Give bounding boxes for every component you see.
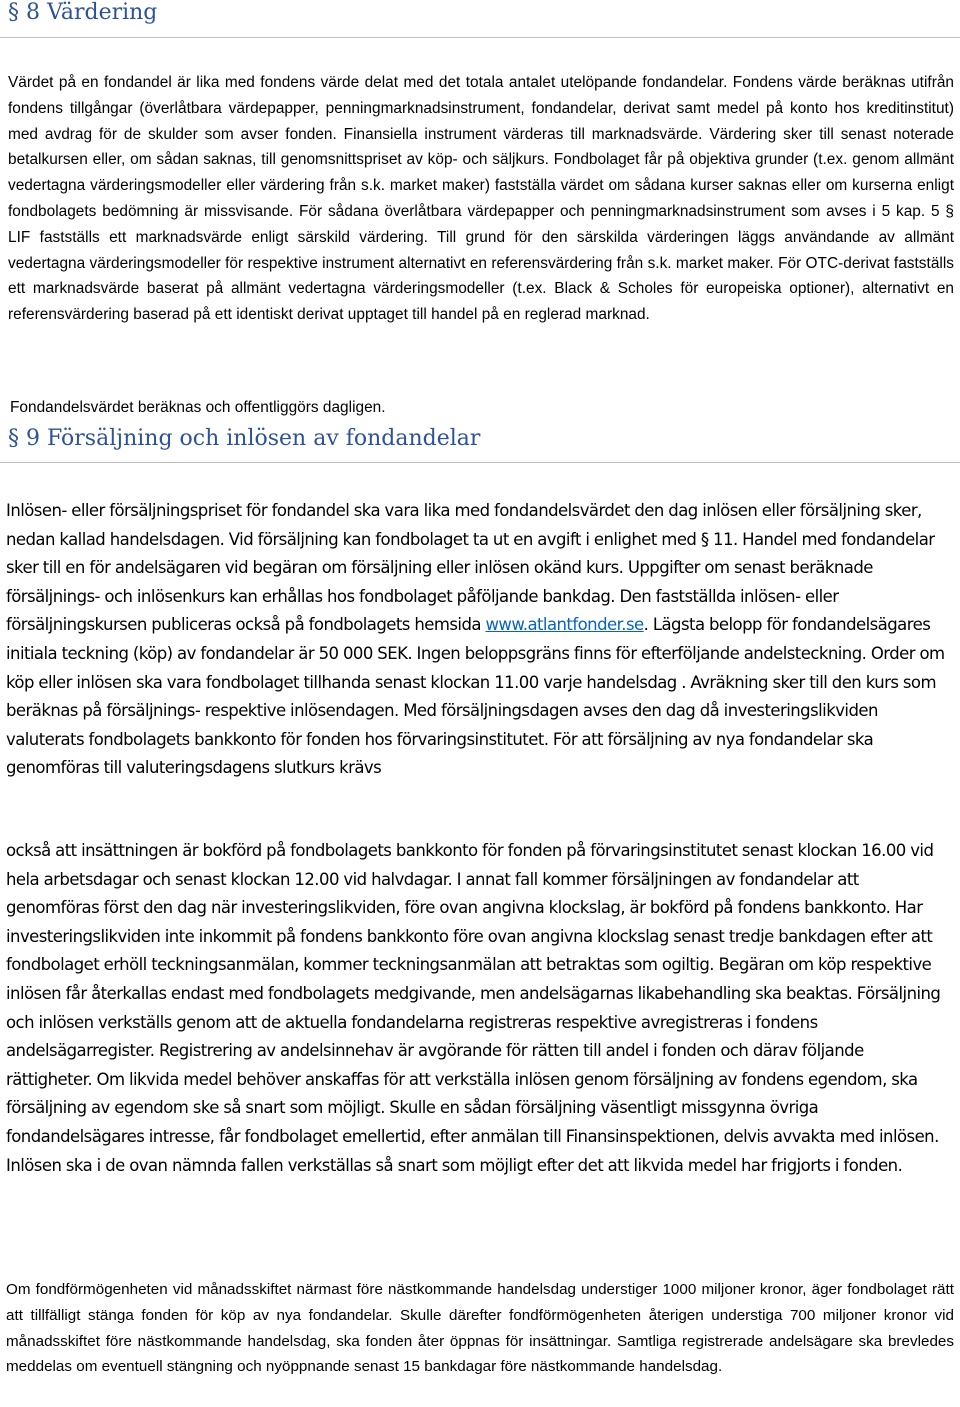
section-9-heading-rule bbox=[0, 462, 960, 463]
section-8-heading: § 8 Värdering bbox=[8, 0, 158, 25]
section-9-text-after-link: . Lägsta belopp för fondandelsägares initiala teckning (köp) av fondandelar är 50 000 SEK. Ingen beloppsgräns finns för efterföljande andelsteckning. Order om köp eller inlösen ska vara fondbolaget tillhanda senast klockan 11.00 varje handelsdag . Avräkning sker till den kurs som beräknas på försäljnings- respektive inlösendagen. Med försäljningsdagen avses den dag då investeringslikviden valuterats fondbolagets bankkonto för fonden hos förvaringsinstitutet. För att försäljning av nya fondandelar ska genomföras till valuteringsdagens slutkurs krävs bbox=[6, 615, 945, 778]
closing-paragraph: Om fondförmögenheten vid månadsskiftet närmast före nästkommande handelsdag understiger 1000 miljoner kronor, äger fondbolaget rätt att tillfälligt stänga fonden för köp av nya fondandelar. Skulle därefter fondförmögenheten återigen understiga 700 miljoner kronor vid månadsskiftet före nästkommande handelsdag, ska fonden åter öppnas för insättningar. Samtliga registrerade andelsägare ska brevledes meddelas om eventuell stängning och nyöppnande senast 15 bankdagar före nästkommande handelsdag. bbox=[6, 1281, 954, 1376]
section-8-paragraph: Värdet på en fondandel är lika med fondens värde delat med det totala antalet utelöpande fondandelar. Fondens värde beräknas utifrån fondens tillgångar (överlåtbara värdepapper, penningmarknadsinstrument, fondandelar, derivat samt medel på konto hos kreditinstitut) med avdrag för de skulder som avser fonden. Finansiella instrument värderas till marknadsvärde. Värdering sker till senast noterade betalkursen eller, om sådan saknas, till genomsnittspriset av köp- och säljkurs. Fondbolaget får på objektiva grunder (t.ex. genom allmänt vedertagna värderingsmodeller eller värdering från s.k. market maker) fastställa värdet om sådana kurser saknas eller om kurserna enligt fondbolagets bedömning är missvisande. För sådana överlåtbara värdepapper och penningmarknadsinstrument som avses i 5 kap. 5 § LIF fastställs ett marknadsvärde enligt särskild värdering. Till grund för den särskilda värderingen läggs användande av allmänt vedertagna värderingsmodeller för respektive instrument alternativt en referensvärdering från s.k. market maker. För OTC-derivat fastställs ett marknadsvärde baserat på allmänt vedertagna värderingsmodeller (t.ex. Black & Scholes för europeiska optioner), alternativt en referensvärdering baserad på ett identiskt derivat upptaget till handel på en reglerad marknad. bbox=[8, 74, 954, 324]
publication-note: Fondandelsvärdet beräknas och offentliggörs dagligen. bbox=[10, 399, 386, 416]
section-9-text-before-link: Inlösen- eller försäljningspriset för fondandel ska vara lika med fondandelsvärdet den dag inlösen eller försäljning sker, nedan kallad handelsdagen. Vid försäljning kan fondbolaget ta ut en avgift i enlighet med § 11. Handel med fondandelar sker till en för andelsägaren vid begäran om försäljning eller inlösen okänd kurs. Uppgifter om senast beräknade försäljnings- och inlösenkurs kan erhållas hos fondbolaget påföljande bankdag. Den fastställda inlösen- eller försäljningskursen publiceras också på fondbolagets hemsida bbox=[6, 501, 935, 635]
section-9-paragraph-continued: också att insättningen är bokförd på fondbolagets bankkonto för fonden på förvaringsinstitutet senast klockan 16.00 vid hela arbetsdagar och senast klockan 12.00 vid halvdagar. I annat fall kommer försäljningen av fondandelar att genomföras först den dag när investeringslikviden, före ovan angivna klockslag, är bokförd på fondens bankkonto. Har investeringslikviden inte inkommit på fondens bankkonto före ovan angivna klockslag senast tredje bankdagen efter att fondbolaget erhöll teckningsanmälan, kommer teckningsanmälan att betraktas som ogiltig. Begäran om köp respektive inlösen får återkallas endast med fondbolagets medgivande, men andelsägarnas likabehandling ska beaktas. Försäljning och inlösen verkställs genom att de aktuella fondandelarna registreras respektive avregistreras i fondens andelsägarregister. Registrering av andelsinnehav är avgörande för rätten till andel i fonden och därav följande rättigheter. Om likvida medel behöver anskaffas för att verkställa inlösen genom försäljning av fondens egendom, ska försäljning av egendom ske så snart som möjligt. Skulle en sådan försäljning väsentligt missgynna övriga fondandelsägares intresse, får fondbolaget emellertid, efter anmälan till Finansinspektionen, delvis avvakta med inlösen. Inlösen ska i de ovan nämnda fallen verkställas så snart som möjligt efter det att likvida medel har frigjorts i fonden. bbox=[6, 841, 941, 1175]
section-9-heading: § 9 Försäljning och inlösen av fondandelar bbox=[8, 426, 481, 451]
section-9-paragraph bbox=[6, 497, 954, 783]
website-link[interactable]: www.atlantfonder.se bbox=[485, 615, 644, 635]
section-8-heading-rule bbox=[0, 37, 960, 38]
